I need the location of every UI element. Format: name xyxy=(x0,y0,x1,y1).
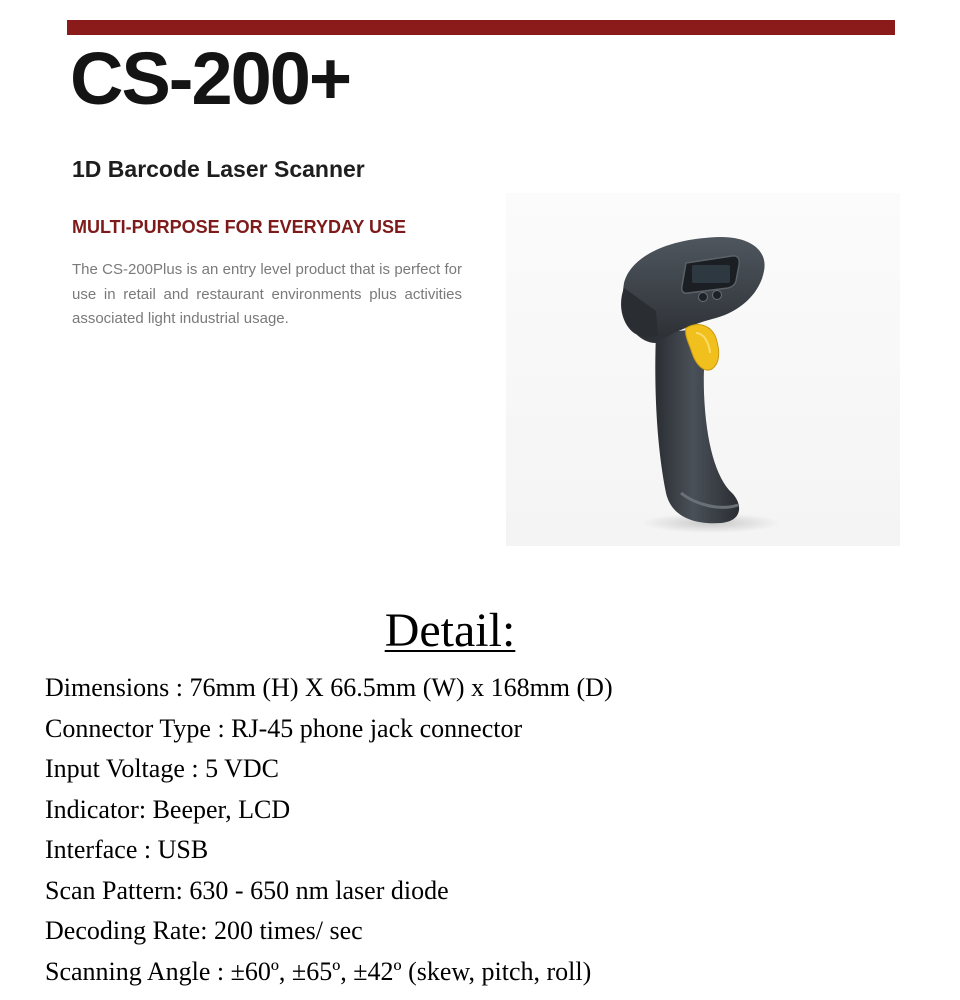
barcode-scanner-icon xyxy=(506,193,900,546)
spec-dimensions: Dimensions : 76mm (H) X 66.5mm (W) x 168mm (D) xyxy=(45,673,613,702)
product-model-title: CS-200+ xyxy=(70,37,351,120)
spec-decoding-rate: Decoding Rate: 200 times/ sec xyxy=(45,916,363,945)
spec-indicator: Indicator: Beeper, LCD xyxy=(45,794,291,824)
product-image xyxy=(506,193,900,546)
spec-list xyxy=(45,668,613,992)
spec-interface: Interface : USB xyxy=(45,835,209,864)
spec-input-voltage: Input Voltage : 5 VDC xyxy=(45,754,280,783)
product-subtitle: 1D Barcode Laser Scanner xyxy=(72,156,365,182)
product-tagline: MULTI-PURPOSE FOR EVERYDAY USE xyxy=(72,217,407,237)
accent-top-bar xyxy=(67,20,895,35)
product-description: The CS-200Plus is an entry level product that is perfect for use in retail and restaurant environments plus activities associated light industrial usage. xyxy=(72,261,462,327)
detail-heading: Detail: xyxy=(384,604,516,657)
spec-connector-type: Connector Type : RJ-45 phone jack connector xyxy=(45,713,523,743)
spec-scanning-angle: Scanning Angle : ±60º, ±65º, ±42º (skew, pitch, roll) xyxy=(45,956,592,986)
spec-scan-pattern: Scan Pattern: 630 - 650 nm laser diode xyxy=(45,875,449,905)
